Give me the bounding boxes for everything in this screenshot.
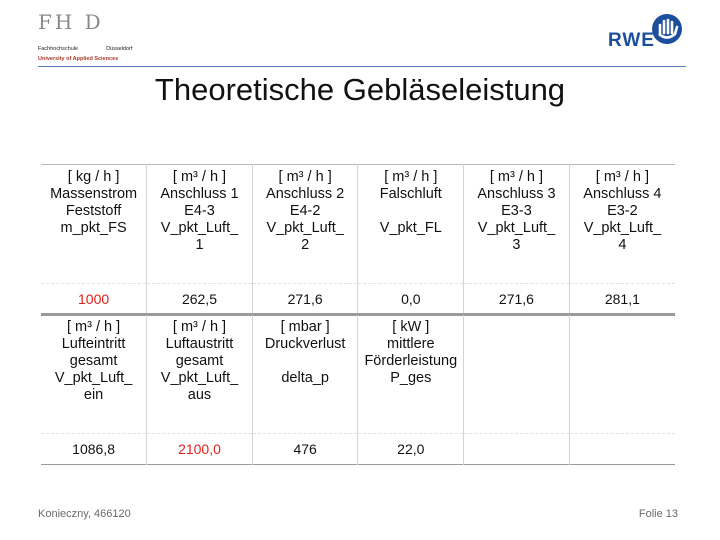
slide-number: Folie 13 (638, 508, 678, 520)
header-line: gesamt (69, 353, 118, 369)
header-line: V_pkt_Luft_ (160, 220, 239, 236)
header-line: Falschluft (379, 186, 442, 202)
footer-author: Konieczny, 466120 (38, 508, 131, 520)
header-line: V_pkt_Luft_ (160, 370, 239, 386)
header-line: [ mbar ] (280, 319, 330, 335)
fhd-subtitle-left: Fachhochschule (38, 46, 79, 52)
table-header-cell (252, 165, 358, 284)
table-header-cell (358, 314, 464, 434)
header-line: P_ges (390, 370, 432, 386)
header-line: V_pkt_Luft_ (477, 220, 556, 236)
header-line: aus (187, 387, 212, 403)
header-line: Anschluss 2 (266, 186, 345, 202)
table-value-cell: 271,6 (464, 284, 570, 316)
header-line: [ m³ / h ] (595, 169, 649, 185)
header-line (255, 353, 356, 370)
header-line: V_pkt_Luft_ (266, 220, 344, 236)
table-value-cell: 1000 (41, 284, 147, 316)
header-line: [ m³ / h ] (278, 169, 332, 185)
fhd-subtitle (38, 46, 132, 52)
table-value-cell: 476 (252, 434, 358, 465)
table-value-cell (464, 434, 570, 465)
table-header-cell (569, 314, 675, 434)
header-line: E4-2 (289, 203, 321, 219)
header-line: E4-3 (184, 203, 215, 219)
header-line: 2 (301, 237, 310, 253)
header-line: E3-3 (501, 203, 532, 219)
table-header-cell (464, 314, 570, 434)
table-value-cell (569, 434, 675, 465)
header-line: 1 (195, 237, 204, 253)
header-line: Anschluss 3 (477, 186, 556, 202)
table-header-cell (252, 314, 358, 434)
table-value-cell: 1086,8 (41, 434, 147, 465)
header-line: 4 (618, 237, 627, 253)
header-line: Feststoff (65, 203, 122, 219)
header-line: V_pkt_FL (379, 220, 442, 236)
header-line: mittlere (387, 336, 435, 352)
rwe-logo-text: RWE (608, 30, 655, 51)
header-line: Anschluss 4 (583, 186, 662, 202)
header-line: [ m³ / h ] (66, 319, 121, 335)
table-header-cell (147, 165, 253, 284)
header-line: E3-2 (607, 203, 638, 219)
fhd-university: University of Applied Sciences (38, 56, 119, 62)
table-value-row (41, 284, 675, 316)
header-line: [ m³ / h ] (172, 169, 227, 185)
slide-title: Theoretische Gebläseleistung (154, 72, 566, 107)
header-line: m_pkt_FS (60, 220, 127, 236)
table-header-cell (358, 165, 464, 284)
table-header-cell (569, 165, 675, 284)
fhd-subtitle-city: Düsseldorf (106, 46, 133, 52)
header-line (360, 203, 461, 220)
header-line: Lufteintritt (61, 336, 126, 352)
fhd-logo: FH D (38, 10, 104, 34)
table-header-cell (41, 165, 147, 284)
table-header-cell (147, 314, 253, 434)
header-line: Anschluss 1 (160, 186, 239, 202)
header-line: 3 (512, 237, 521, 253)
header-line: Massenstrom (50, 186, 138, 202)
header-line: V_pkt_Luft_ (54, 370, 133, 386)
header-line: Förderleistung (364, 353, 458, 369)
table-value-cell: 271,6 (252, 284, 358, 316)
table-value-cell: 2100,0 (147, 434, 253, 465)
header-line: V_pkt_Luft_ (583, 220, 662, 236)
header-line: Luftaustritt (165, 336, 234, 352)
rwe-logo (608, 12, 688, 52)
table-value-cell: 0,0 (358, 284, 464, 316)
header-line: gesamt (175, 353, 224, 369)
table-header-row (41, 314, 675, 434)
header-rule (38, 66, 686, 67)
table-airflow-totals (41, 313, 675, 465)
table-header-cell (41, 314, 147, 434)
header-line: [ kW ] (392, 319, 430, 335)
table-value-cell: 22,0 (358, 434, 464, 465)
table-value-cell: 262,5 (147, 284, 253, 316)
table-header-row (41, 165, 675, 284)
table-value-row (41, 434, 675, 465)
header-line: Druckverlust (264, 336, 346, 352)
table-airflow-inputs (41, 164, 675, 316)
hand-icon (650, 12, 684, 46)
header-line: [ m³ / h ] (172, 319, 227, 335)
header-line: ein (83, 387, 104, 403)
header-line: [ kg / h ] (67, 169, 120, 185)
table-value-cell: 281,1 (569, 284, 675, 316)
header-line: [ m³ / h ] (384, 169, 438, 185)
table-header-cell (464, 165, 570, 284)
header-line: delta_p (281, 370, 329, 386)
header-line: [ m³ / h ] (489, 169, 544, 185)
